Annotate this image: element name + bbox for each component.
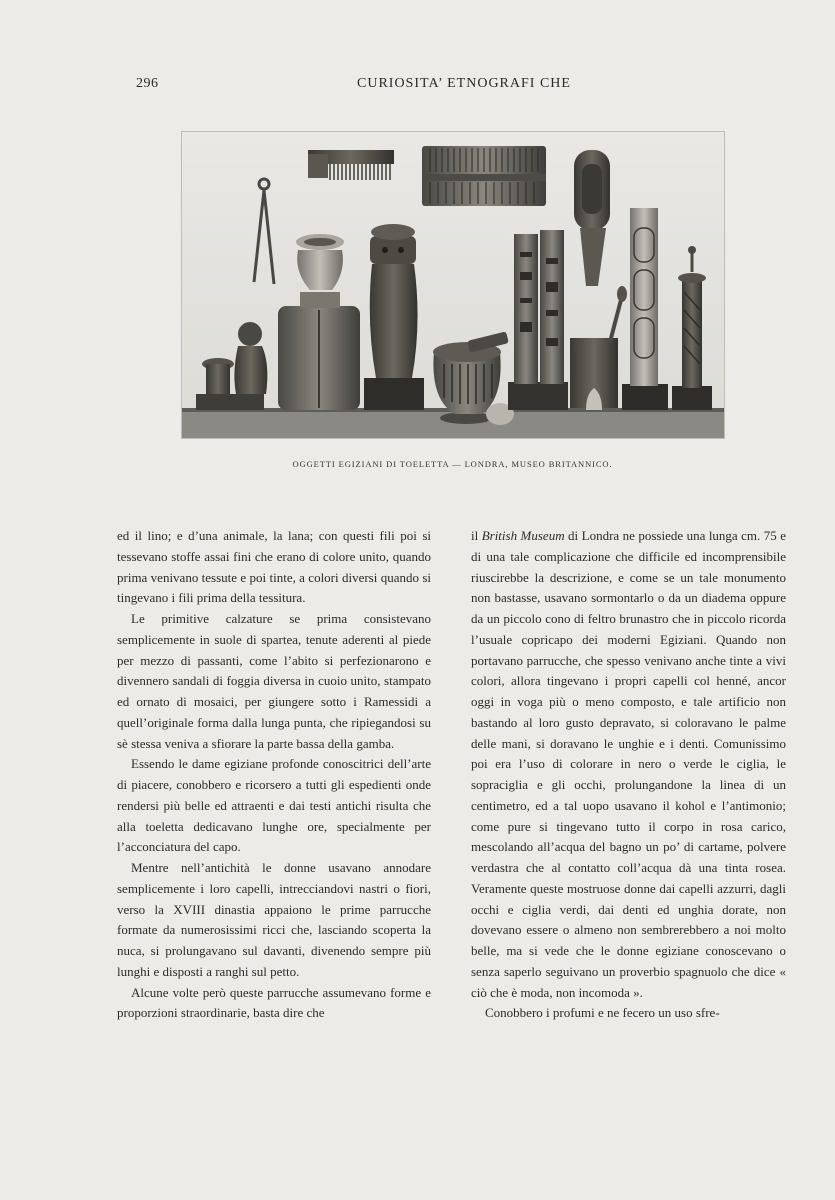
paragraph: Le primitive calzature se prima consistevano semplicemente in suole di spartea, tenute aderenti al piede per mezzo di passanti, come l’abito si perfezionarono e divennero sandali di foggia diversa in cuoio unito, stampato ed ornato di mosaici, per giungere sotto i Ramessidi a quell’originale forma dalla lunga punta, che ripiegandosi su sè stessa veniva a sfiorare la parte bassa della gamba. (117, 611, 431, 751)
paragraph: Mentre nell’antichità le donne usavano annodare semplicemente i loro capelli, intrecciandovi nastri o fiori, verso la XVIII dinastia appaiono le prime parrucche formate da numerosissimi ricci che, lasciando scoperta la nuca, si prolungavano sul davanti, divenendo sempre più lunghi e disposti a ranghi sul petto. (117, 860, 431, 979)
paragraph (471, 526, 786, 1003)
paragraph: Conobbero i profumi e ne fecero un uso sfre- (485, 1005, 720, 1021)
running-header (0, 76, 835, 96)
figure-caption: OGGETTI EGIZIANI DI TOELETTA — LONDRA, MUSEO BRITANNICO. (292, 459, 613, 469)
italic-title: British Museum (481, 528, 565, 543)
text-column-left (117, 526, 431, 1024)
text-run: il (471, 528, 482, 543)
bes-figure-icon (364, 224, 424, 410)
paragraph: Alcune volte però queste parrucche assumevano forme e proporzioni straordinarie, basta dire che (117, 984, 431, 1021)
paragraph: Essendo le dame egiziane profonde conoscitrici dell’arte di piacere, conobbero e ricorsero a tutti gli espedienti onde rendersi più belle ed attraenti e dai testi antichi risulta che alla toeletta dedicavano lunghe ore, specialmente per l’acconciatura del capo. (117, 756, 431, 855)
text-column-right (471, 526, 786, 1024)
hieroglyph-double-column-icon (508, 230, 568, 410)
photo-plate (181, 131, 725, 439)
comb-large-icon (422, 146, 546, 206)
running-title: CURIOSITA’ ETNOGRAFI CHE (357, 76, 571, 91)
egyptian-toilet-objects-photo (182, 132, 724, 438)
page-number: 296 (136, 76, 159, 91)
paragraph: ed il lino; e d’una animale, la lana; con questi fili poi si tessevano stoffe assai fini che erano di colore unito, quando prima venivano tessute e poi tinte, a colori diversi quando si tingevano i fili prima della tessitura. (117, 528, 431, 606)
text-run: di Londra ne possiede una lunga cm. 75 e di una tale complicazione che difficile ed incomprensibile riuscirebbe la descrizione, e come se un tale monumento non bastasse, usavano sormontarlo o da un diadema oppure da un piccolo cono di feltro brunastro che in piccolo ricorda l’usuale copricapo dei moderni Egiziani. Quando non portavano parrucche, che spesso venivano anche tinte a vivi colori, allora tingevano i propri capelli col henné, ancor oggi in voga più o meno composto, e tale artificio non bastando al loro gusto depravato, si coloravano le palme delle mani, si doravano le unghie e i denti. Comunissimo poi era l’uso di colorare in nero o verde le ciglia, le sopraciglia e gli occhi, prolungandone la linea di un centimetro, ed a tal uopo usavano il kohol e l’antimonio; come pure si tingevano tutto il corpo in rosa carico, mescolando all’acqua del bagno un po’ di cartame, polvere verdastra che al contatto coll’acqua dà una tinta rosea. Veramente queste mostruose donne dai capelli azzurri, dagli occhi e ciglia verdi, dai denti ed unghia dorate, non dovevano essere o almeno non sembrerebbero a noi molto belle, ma si vede che le donne egiziane conoscevano o senza saperlo seguivano un proverbio spagnuolo che dice « ciò che è moda, non incomoda ». (471, 528, 786, 1000)
